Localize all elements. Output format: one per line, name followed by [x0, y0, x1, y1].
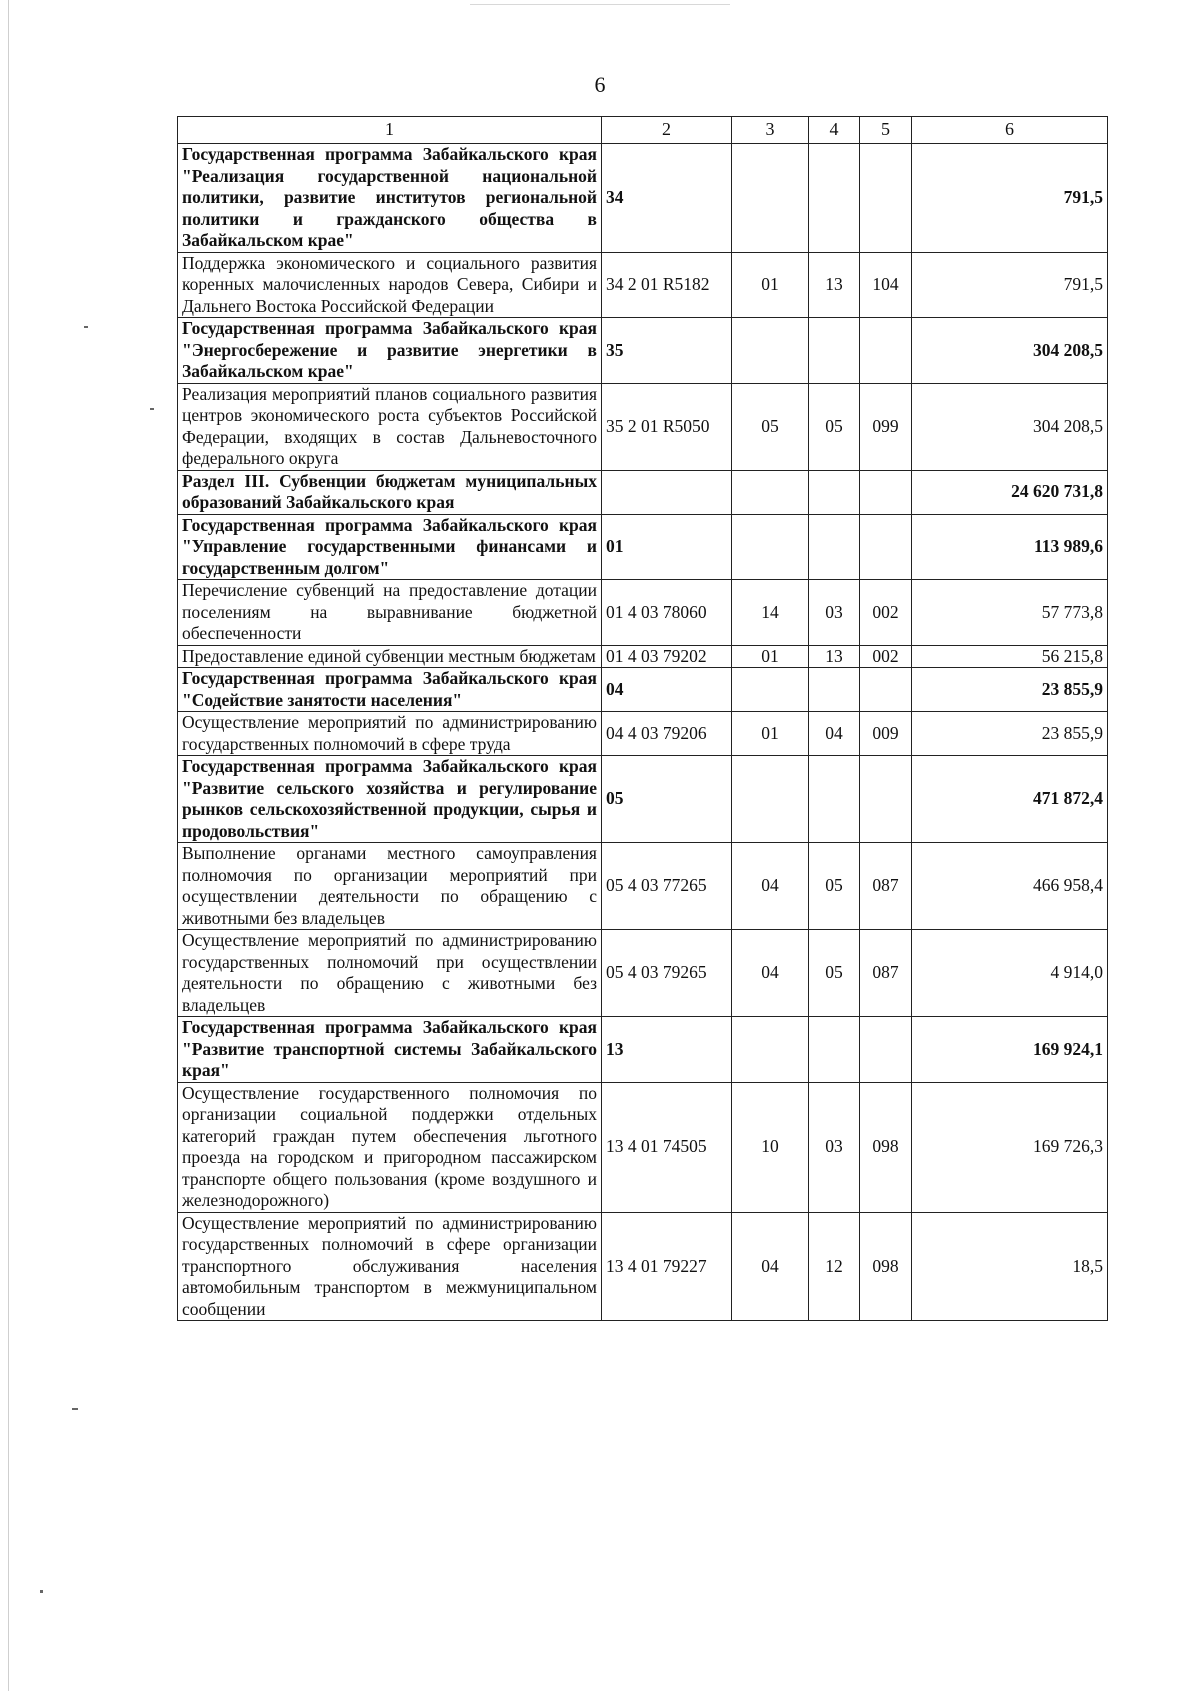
cell-code — [602, 470, 732, 514]
scan-speck — [150, 408, 154, 410]
cell-subsection: 03 — [809, 580, 860, 646]
cell-subsection: 03 — [809, 1082, 860, 1212]
cell-name: Предоставление единой субвенции местным бюджетам — [178, 645, 602, 668]
cell-section: 01 — [732, 645, 809, 668]
cell-amount: 23 855,9 — [912, 712, 1108, 756]
table-row — [178, 930, 1108, 1017]
cell-code: 04 4 03 79206 — [602, 712, 732, 756]
cell-section: 01 — [732, 252, 809, 318]
cell-expense-type: 087 — [860, 930, 912, 1017]
cell-amount: 791,5 — [912, 252, 1108, 318]
cell-code: 05 4 03 77265 — [602, 843, 732, 930]
cell-section — [732, 756, 809, 843]
cell-code: 13 — [602, 1017, 732, 1083]
cell-name: Осуществление мероприятий по администрированию государственных полномочий в сфере труда — [178, 712, 602, 756]
cell-name: Осуществление мероприятий по администрированию государственных полномочий в сфере организации транспортного обслуживания населения автомобильным транспортом в межмуниципальном сообщении — [178, 1212, 602, 1321]
cell-code: 35 2 01 R5050 — [602, 383, 732, 470]
cell-amount: 18,5 — [912, 1212, 1108, 1321]
cell-code: 35 — [602, 318, 732, 384]
cell-subsection: 05 — [809, 930, 860, 1017]
table-row-program — [178, 514, 1108, 580]
cell-amount: 113 989,6 — [912, 514, 1108, 580]
cell-subsection — [809, 470, 860, 514]
cell-subsection: 13 — [809, 252, 860, 318]
cell-code: 34 2 01 R5182 — [602, 252, 732, 318]
table-row-program — [178, 318, 1108, 384]
table-row-program — [178, 470, 1108, 514]
cell-code: 01 — [602, 514, 732, 580]
cell-section: 01 — [732, 712, 809, 756]
scan-edge-left — [8, 0, 9, 1691]
table-row — [178, 252, 1108, 318]
cell-amount: 4 914,0 — [912, 930, 1108, 1017]
cell-section: 04 — [732, 843, 809, 930]
cell-amount: 466 958,4 — [912, 843, 1108, 930]
cell-section — [732, 144, 809, 253]
cell-expense-type: 002 — [860, 580, 912, 646]
cell-code: 05 4 03 79265 — [602, 930, 732, 1017]
cell-expense-type — [860, 756, 912, 843]
budget-table — [177, 116, 1108, 1321]
cell-subsection — [809, 756, 860, 843]
cell-expense-type: 002 — [860, 645, 912, 668]
cell-name: Государственная программа Забайкальского края "Реализация государственной национальной политики, развитие институтов региональной политики и гражданского общества в Забайкальском крае" — [178, 144, 602, 253]
table-row — [178, 1212, 1108, 1321]
cell-subsection — [809, 514, 860, 580]
cell-amount: 304 208,5 — [912, 318, 1108, 384]
cell-amount: 24 620 731,8 — [912, 470, 1108, 514]
cell-name: Реализация мероприятий планов социального развития центров экономического роста субъектов Российской Федерации, входящих в состав Дальневосточного федерального округа — [178, 383, 602, 470]
scan-speck — [72, 1408, 78, 1410]
page-number: 6 — [594, 72, 606, 97]
cell-amount: 791,5 — [912, 144, 1108, 253]
cell-code: 34 — [602, 144, 732, 253]
cell-code: 13 4 01 79227 — [602, 1212, 732, 1321]
cell-section — [732, 668, 809, 712]
column-header: 4 — [809, 117, 860, 144]
table-row-program — [178, 1017, 1108, 1083]
cell-subsection: 05 — [809, 383, 860, 470]
table-header-row — [178, 117, 1108, 144]
cell-name: Выполнение органами местного самоуправления полномочия по организации мероприятий при осуществлении деятельности по обращению с животными без владельцев — [178, 843, 602, 930]
table-row-program — [178, 756, 1108, 843]
cell-section: 14 — [732, 580, 809, 646]
cell-name: Раздел III. Субвенции бюджетам муниципальных образований Забайкальского края — [178, 470, 602, 514]
table-row — [178, 1082, 1108, 1212]
cell-expense-type: 099 — [860, 383, 912, 470]
cell-expense-type — [860, 1017, 912, 1083]
cell-name: Государственная программа Забайкальского края "Энергосбережение и развитие энергетики в Забайкальском крае" — [178, 318, 602, 384]
cell-subsection: 05 — [809, 843, 860, 930]
cell-expense-type — [860, 318, 912, 384]
cell-amount: 23 855,9 — [912, 668, 1108, 712]
cell-expense-type — [860, 668, 912, 712]
cell-section: 04 — [732, 1212, 809, 1321]
cell-subsection: 12 — [809, 1212, 860, 1321]
cell-code: 04 — [602, 668, 732, 712]
cell-amount: 471 872,4 — [912, 756, 1108, 843]
cell-subsection — [809, 144, 860, 253]
cell-section — [732, 1017, 809, 1083]
cell-expense-type: 009 — [860, 712, 912, 756]
cell-subsection: 13 — [809, 645, 860, 668]
scan-speck — [40, 1590, 43, 1593]
cell-amount: 169 726,3 — [912, 1082, 1108, 1212]
cell-subsection — [809, 1017, 860, 1083]
cell-name: Осуществление государственного полномочия по организации социальной поддержки отдельных категорий граждан путем обеспечения льготного проезда на городском и пригородном пассажирском транспорте общего пользования (кроме воздушного и железнодорожного) — [178, 1082, 602, 1212]
cell-expense-type: 098 — [860, 1212, 912, 1321]
column-header: 3 — [732, 117, 809, 144]
cell-section — [732, 318, 809, 384]
column-header: 2 — [602, 117, 732, 144]
cell-code: 01 4 03 78060 — [602, 580, 732, 646]
cell-name: Государственная программа Забайкальского края "Развитие сельского хозяйства и регулирование рынков сельскохозяйственной продукции, сырья и продовольствия" — [178, 756, 602, 843]
cell-expense-type: 087 — [860, 843, 912, 930]
table-row — [178, 645, 1108, 668]
table-row-program — [178, 144, 1108, 253]
scan-edge-top — [470, 4, 730, 5]
column-header: 6 — [912, 117, 1108, 144]
table-row — [178, 843, 1108, 930]
table-row — [178, 712, 1108, 756]
table-row — [178, 580, 1108, 646]
cell-subsection — [809, 318, 860, 384]
cell-name: Государственная программа Забайкальского края "Развитие транспортной системы Забайкальского края" — [178, 1017, 602, 1083]
cell-expense-type: 098 — [860, 1082, 912, 1212]
table-row-program — [178, 668, 1108, 712]
cell-name: Государственная программа Забайкальского края "Содействие занятости населения" — [178, 668, 602, 712]
cell-subsection: 04 — [809, 712, 860, 756]
cell-subsection — [809, 668, 860, 712]
cell-expense-type: 104 — [860, 252, 912, 318]
cell-section: 10 — [732, 1082, 809, 1212]
cell-section: 05 — [732, 383, 809, 470]
cell-name: Поддержка экономического и социального развития коренных малочисленных народов Севера, Сибири и Дальнего Востока Российской Федерации — [178, 252, 602, 318]
cell-code: 05 — [602, 756, 732, 843]
cell-amount: 56 215,8 — [912, 645, 1108, 668]
table-row — [178, 383, 1108, 470]
cell-name: Перечисление субвенций на предоставление дотации поселениям на выравнивание бюджетной обеспеченности — [178, 580, 602, 646]
cell-section — [732, 470, 809, 514]
cell-code: 01 4 03 79202 — [602, 645, 732, 668]
cell-name: Осуществление мероприятий по администрированию государственных полномочий при осуществлении деятельности по обращению с животными без владельцев — [178, 930, 602, 1017]
column-header: 5 — [860, 117, 912, 144]
cell-amount: 169 924,1 — [912, 1017, 1108, 1083]
column-header: 1 — [178, 117, 602, 144]
cell-amount: 57 773,8 — [912, 580, 1108, 646]
cell-amount: 304 208,5 — [912, 383, 1108, 470]
cell-expense-type — [860, 144, 912, 253]
cell-expense-type — [860, 514, 912, 580]
cell-code: 13 4 01 74505 — [602, 1082, 732, 1212]
cell-section: 04 — [732, 930, 809, 1017]
cell-section — [732, 514, 809, 580]
cell-expense-type — [860, 470, 912, 514]
cell-name: Государственная программа Забайкальского края "Управление государственными финансами и государственным долгом" — [178, 514, 602, 580]
scan-speck — [84, 326, 88, 328]
